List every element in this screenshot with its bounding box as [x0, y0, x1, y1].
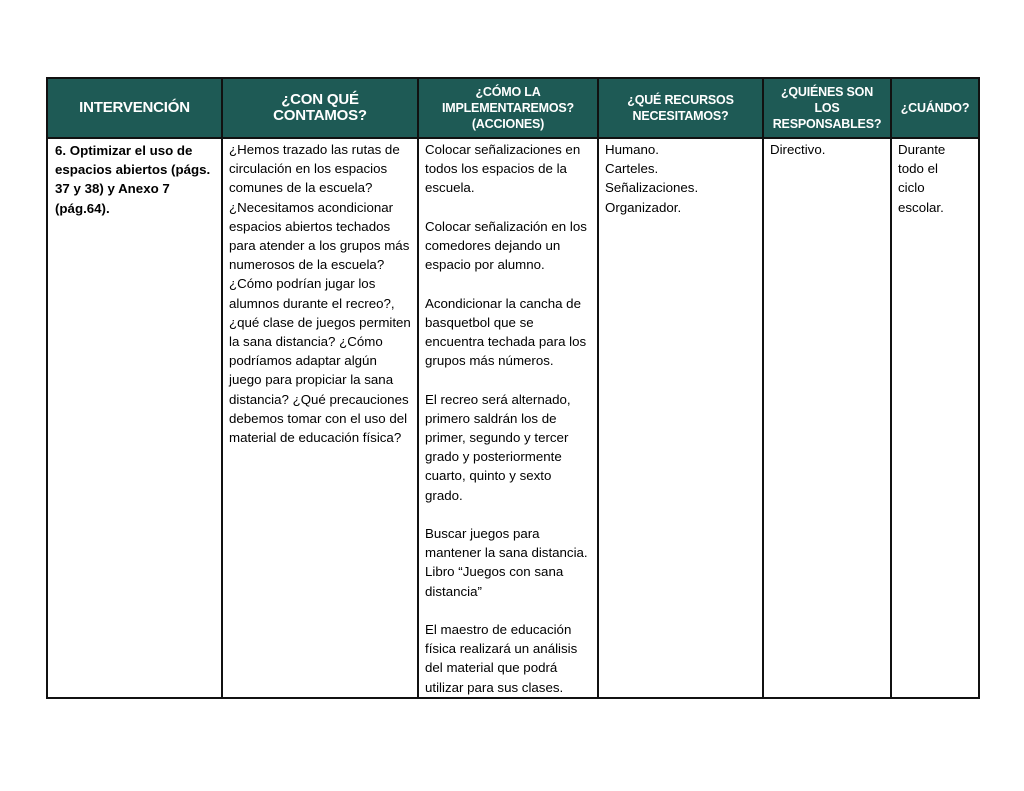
recurso-item: Humano.: [605, 142, 659, 157]
acciones-list: [419, 139, 597, 697]
header-line: NECESITAMOS?: [632, 109, 729, 123]
header-intervencion-text: INTERVENCIÓN: [79, 99, 190, 116]
intervention-text: 6. Optimizar el uso de espacios abiertos (págs. 37 y 38) y Anexo 7 (pág.64).: [55, 143, 211, 216]
header-intervencion: [47, 78, 222, 138]
table-row: [47, 138, 979, 698]
header-line: IMPLEMENTAREMOS?: [442, 101, 574, 115]
intervention-plan-table: [46, 77, 980, 699]
header-con-que-contamos: [222, 78, 418, 138]
accion-item: El recreo será alternado, primero saldrán los de primer, segundo y tercer grado y posteriormente cuarto, quinto y sexto grado.: [425, 391, 571, 503]
table-header-row: [47, 78, 979, 138]
accion-item: El maestro de educación física realizará un análisis del material que podrá utilizar para sus clases.: [425, 622, 578, 695]
cell-recursos: [598, 138, 763, 698]
cuando-text: Durante todo el ciclo escolar.: [898, 142, 946, 215]
accion-item: Acondicionar la cancha de basquetbol que se encuentra techada para los grupos más números.: [425, 295, 587, 369]
header-line: CONTAMOS?: [273, 107, 367, 124]
cell-acciones: [418, 138, 598, 698]
header-cuando-text: ¿CUÁNDO?: [900, 101, 970, 115]
recursos-list: [599, 139, 762, 217]
header-cuando: [891, 78, 979, 138]
responsables-text: Directivo.: [770, 142, 826, 157]
cell-cuando: [891, 138, 979, 698]
con-que-contamos-text: ¿Hemos trazado las rutas de circulación en los espacios comunes de la escuela? ¿Necesitamos acondicionar espacios abiertos techados para atender a los grupos más numerosos de la escuela? ¿Cómo podrían jugar los alumnos durante el recreo?, ¿qué clase de juegos permiten la sana distancia? ¿Cómo podríamos adaptar algún juego para propiciar la sana distancia? ¿Qué precauciones debemos tomar con el uso del material de educación física?: [229, 142, 411, 446]
header-line: (ACCIONES): [471, 117, 545, 131]
accion-item: Colocar señalización en los comedores dejando un espacio por alumno.: [425, 218, 587, 273]
accion-item: Colocar señalizaciones en todos los espacios de la escuela.: [425, 142, 581, 196]
header-line: ¿CON QUÉ: [281, 91, 359, 108]
recurso-item: Carteles.: [605, 161, 659, 177]
header-quienes-responsables: [763, 78, 891, 138]
cell-responsables: [763, 138, 891, 698]
header-line: RESPONSABLES?: [772, 117, 882, 131]
header-line: ¿QUIÉNES SON: [780, 85, 874, 99]
header-como-implementaremos: [418, 78, 598, 138]
accion-item: Buscar juegos para mantener la sana distancia. Libro “Juegos con sana distancia”: [425, 526, 588, 599]
recurso-item: Señalizaciones.: [605, 180, 699, 196]
header-line: ¿QUÉ RECURSOS: [627, 93, 734, 107]
cell-intervencion: [47, 138, 222, 698]
header-line: ¿CÓMO LA: [475, 85, 541, 99]
recurso-item: Organizador.: [605, 199, 682, 215]
header-que-recursos: [598, 78, 763, 138]
cell-con-que-contamos: [222, 138, 418, 698]
header-line: LOS: [814, 101, 840, 115]
